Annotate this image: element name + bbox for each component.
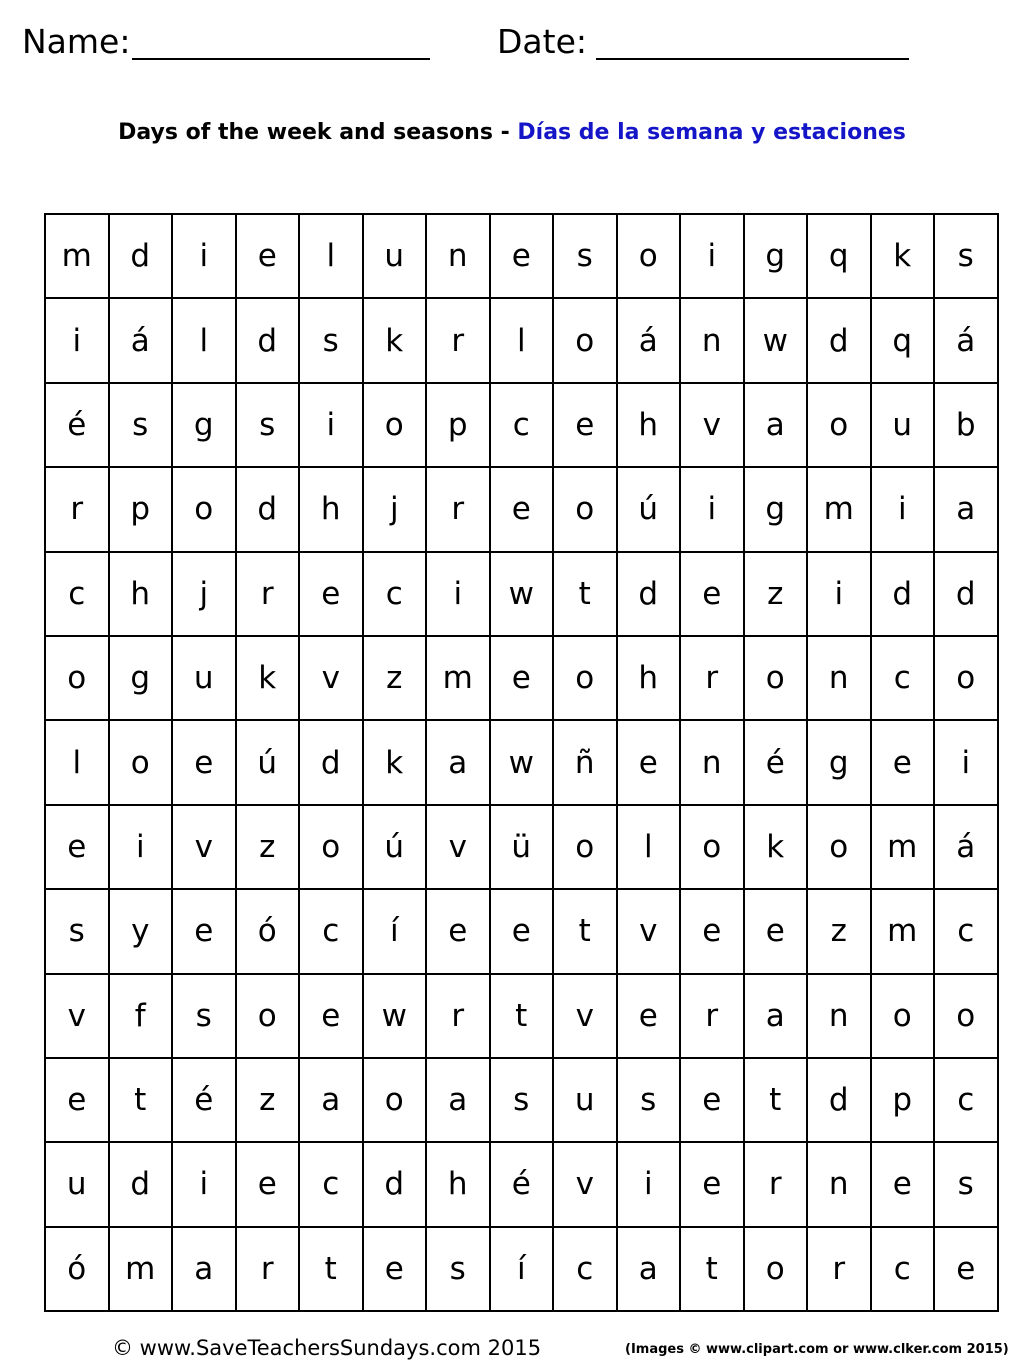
grid-cell[interactable]: o xyxy=(363,1058,427,1142)
grid-cell[interactable]: e xyxy=(45,805,109,889)
grid-cell[interactable]: í xyxy=(490,1227,554,1311)
grid-cell[interactable]: c xyxy=(934,1058,998,1142)
word-search-grid xyxy=(44,213,999,1312)
grid-cell[interactable]: s xyxy=(45,889,109,973)
grid-cell[interactable]: h xyxy=(299,467,363,551)
title-english: Days of the week and seasons - xyxy=(118,120,510,145)
grid-cell[interactable]: c xyxy=(871,1227,935,1311)
grid-cell[interactable]: v xyxy=(553,974,617,1058)
grid-row xyxy=(45,889,998,973)
grid-cell[interactable]: e xyxy=(553,383,617,467)
grid-cell[interactable]: o xyxy=(172,467,236,551)
grid-cell[interactable]: a xyxy=(744,974,808,1058)
grid-cell[interactable]: v xyxy=(426,805,490,889)
grid-cell[interactable]: u xyxy=(553,1058,617,1142)
grid-cell[interactable]: y xyxy=(109,889,173,973)
grid-cell[interactable]: v xyxy=(617,889,681,973)
grid-cell[interactable]: á xyxy=(934,805,998,889)
grid-cell[interactable]: h xyxy=(617,636,681,720)
grid-cell[interactable]: e xyxy=(299,974,363,1058)
copyright-footer: © www.SaveTeachersSundays.com 2015 xyxy=(112,1336,542,1360)
grid-cell[interactable]: m xyxy=(871,805,935,889)
grid-cell[interactable]: v xyxy=(680,383,744,467)
grid-cell[interactable]: o xyxy=(363,383,427,467)
grid-cell[interactable]: r xyxy=(236,1227,300,1311)
grid-cell[interactable]: o xyxy=(934,636,998,720)
grid-cell[interactable]: l xyxy=(45,720,109,804)
grid-cell[interactable]: c xyxy=(871,636,935,720)
grid-cell[interactable]: e xyxy=(490,467,554,551)
grid-cell[interactable]: d xyxy=(807,1058,871,1142)
grid-cell[interactable]: s xyxy=(299,298,363,382)
grid-cell[interactable]: h xyxy=(426,1142,490,1226)
grid-cell[interactable]: p xyxy=(109,467,173,551)
grid-row xyxy=(45,974,998,1058)
grid-cell[interactable]: d xyxy=(236,298,300,382)
grid-cell[interactable]: p xyxy=(871,1058,935,1142)
grid-cell[interactable]: a xyxy=(426,1058,490,1142)
grid-cell[interactable]: n xyxy=(680,298,744,382)
grid-cell[interactable]: t xyxy=(553,889,617,973)
grid-cell[interactable]: é xyxy=(45,383,109,467)
grid-cell[interactable]: o xyxy=(807,805,871,889)
grid-cell[interactable]: o xyxy=(807,383,871,467)
grid-cell[interactable]: e xyxy=(172,889,236,973)
grid-cell[interactable]: o xyxy=(934,974,998,1058)
grid-cell[interactable]: i xyxy=(172,1142,236,1226)
grid-cell[interactable]: i xyxy=(807,552,871,636)
grid-cell[interactable]: i xyxy=(299,383,363,467)
grid-cell[interactable]: o xyxy=(553,805,617,889)
grid-cell[interactable]: e xyxy=(934,1227,998,1311)
grid-row xyxy=(45,636,998,720)
grid-cell[interactable]: i xyxy=(680,214,744,298)
title-spanish: Días de la semana y estaciones xyxy=(517,120,906,145)
grid-cell[interactable]: ñ xyxy=(553,720,617,804)
grid-cell[interactable]: l xyxy=(299,214,363,298)
grid-cell[interactable]: m xyxy=(871,889,935,973)
grid-cell[interactable]: e xyxy=(617,974,681,1058)
grid-cell[interactable]: e xyxy=(617,720,681,804)
grid-cell[interactable]: c xyxy=(45,552,109,636)
grid-cell[interactable]: u xyxy=(871,383,935,467)
grid-cell[interactable]: t xyxy=(299,1227,363,1311)
grid-cell[interactable]: h xyxy=(109,552,173,636)
grid-cell[interactable]: e xyxy=(172,720,236,804)
grid-cell[interactable]: r xyxy=(807,1227,871,1311)
grid-cell[interactable]: v xyxy=(45,974,109,1058)
grid-cell[interactable]: s xyxy=(490,1058,554,1142)
grid-cell[interactable]: e xyxy=(680,889,744,973)
grid-cell[interactable]: m xyxy=(109,1227,173,1311)
grid-cell[interactable]: z xyxy=(363,636,427,720)
grid-cell[interactable]: k xyxy=(363,298,427,382)
grid-cell[interactable]: d xyxy=(109,1142,173,1226)
grid-cell[interactable]: a xyxy=(172,1227,236,1311)
grid-cell[interactable]: r xyxy=(45,467,109,551)
grid-cell[interactable]: o xyxy=(744,636,808,720)
grid-cell[interactable]: w xyxy=(363,974,427,1058)
grid-cell[interactable]: é xyxy=(490,1142,554,1226)
grid-cell[interactable]: b xyxy=(934,383,998,467)
grid-cell[interactable]: r xyxy=(236,552,300,636)
grid-cell[interactable]: é xyxy=(172,1058,236,1142)
grid-cell[interactable]: g xyxy=(109,636,173,720)
grid-cell[interactable]: i xyxy=(871,467,935,551)
grid-cell[interactable]: k xyxy=(744,805,808,889)
grid-cell[interactable]: e xyxy=(426,889,490,973)
grid-cell[interactable]: i xyxy=(172,214,236,298)
grid-cell[interactable]: a xyxy=(426,720,490,804)
grid-row xyxy=(45,552,998,636)
grid-cell[interactable]: k xyxy=(871,214,935,298)
grid-cell[interactable]: d xyxy=(109,214,173,298)
grid-cell[interactable]: m xyxy=(807,467,871,551)
grid-cell[interactable]: r xyxy=(680,636,744,720)
grid-cell[interactable]: d xyxy=(617,552,681,636)
grid-cell[interactable]: i xyxy=(680,467,744,551)
grid-cell[interactable]: g xyxy=(744,467,808,551)
grid-cell[interactable]: e xyxy=(45,1058,109,1142)
grid-cell[interactable]: s xyxy=(934,214,998,298)
grid-cell[interactable]: q xyxy=(871,298,935,382)
grid-cell[interactable]: o xyxy=(680,805,744,889)
grid-row xyxy=(45,805,998,889)
grid-cell[interactable]: z xyxy=(807,889,871,973)
grid-cell[interactable]: w xyxy=(490,720,554,804)
grid-cell[interactable]: s xyxy=(934,1142,998,1226)
grid-cell[interactable]: ü xyxy=(490,805,554,889)
grid-cell[interactable]: á xyxy=(934,298,998,382)
grid-cell[interactable]: m xyxy=(45,214,109,298)
grid-cell[interactable]: o xyxy=(617,214,681,298)
grid-cell[interactable]: s xyxy=(553,214,617,298)
grid-row xyxy=(45,1058,998,1142)
grid-row xyxy=(45,1142,998,1226)
grid-cell[interactable]: n xyxy=(807,1142,871,1226)
grid-cell[interactable]: v xyxy=(299,636,363,720)
grid-cell[interactable]: z xyxy=(236,1058,300,1142)
grid-cell[interactable]: r xyxy=(744,1142,808,1226)
grid-cell[interactable]: u xyxy=(45,1142,109,1226)
grid-cell[interactable]: d xyxy=(299,720,363,804)
grid-cell[interactable]: n xyxy=(807,636,871,720)
grid-cell[interactable]: l xyxy=(172,298,236,382)
grid-cell[interactable]: w xyxy=(744,298,808,382)
grid-cell[interactable]: e xyxy=(236,214,300,298)
grid-cell[interactable]: t xyxy=(680,1227,744,1311)
grid-cell[interactable]: e xyxy=(680,1142,744,1226)
grid-cell[interactable]: m xyxy=(426,636,490,720)
date-field-line[interactable] xyxy=(596,58,909,60)
grid-cell[interactable]: o xyxy=(871,974,935,1058)
grid-cell[interactable]: r xyxy=(426,467,490,551)
worksheet-title xyxy=(0,118,1024,148)
grid-cell[interactable]: r xyxy=(426,974,490,1058)
grid-cell[interactable]: e xyxy=(490,636,554,720)
image-credits: (Images © www.clipart.com or www.clker.com 2015) xyxy=(625,1342,1009,1357)
grid-cell[interactable]: o xyxy=(109,720,173,804)
grid-cell[interactable]: d xyxy=(934,552,998,636)
grid-cell[interactable]: ú xyxy=(617,467,681,551)
grid-cell[interactable]: c xyxy=(490,383,554,467)
grid-cell[interactable]: w xyxy=(490,552,554,636)
grid-cell[interactable]: s xyxy=(617,1058,681,1142)
grid-row xyxy=(45,1227,998,1311)
grid-cell[interactable]: o xyxy=(744,1227,808,1311)
grid-cell[interactable]: ó xyxy=(45,1227,109,1311)
grid-cell[interactable]: é xyxy=(744,720,808,804)
grid-cell[interactable]: r xyxy=(680,974,744,1058)
grid-cell[interactable]: u xyxy=(363,214,427,298)
grid-cell[interactable]: d xyxy=(363,1142,427,1226)
grid-cell[interactable]: a xyxy=(299,1058,363,1142)
grid-cell[interactable]: e xyxy=(871,720,935,804)
grid-row xyxy=(45,720,998,804)
grid-cell[interactable]: o xyxy=(236,974,300,1058)
grid-cell[interactable]: j xyxy=(172,552,236,636)
grid-cell[interactable]: d xyxy=(236,467,300,551)
grid-cell[interactable]: o xyxy=(299,805,363,889)
grid-cell[interactable]: o xyxy=(45,636,109,720)
grid-cell[interactable]: d xyxy=(807,298,871,382)
grid-cell[interactable]: á xyxy=(617,298,681,382)
grid-cell[interactable]: o xyxy=(553,298,617,382)
grid-cell[interactable]: i xyxy=(45,298,109,382)
grid-cell[interactable]: z xyxy=(236,805,300,889)
grid-cell[interactable]: t xyxy=(744,1058,808,1142)
grid-cell[interactable]: h xyxy=(617,383,681,467)
grid-cell[interactable]: l xyxy=(617,805,681,889)
grid-cell[interactable]: l xyxy=(490,298,554,382)
grid-cell[interactable]: ú xyxy=(363,805,427,889)
grid-cell[interactable]: i xyxy=(617,1142,681,1226)
grid-cell[interactable]: c xyxy=(299,889,363,973)
grid-cell[interactable]: e xyxy=(236,1142,300,1226)
grid-cell[interactable]: k xyxy=(236,636,300,720)
grid-cell[interactable]: e xyxy=(680,1058,744,1142)
grid-cell[interactable]: s xyxy=(172,974,236,1058)
grid-cell[interactable]: a xyxy=(617,1227,681,1311)
grid-cell[interactable]: e xyxy=(490,889,554,973)
name-field-line[interactable] xyxy=(132,58,430,60)
grid-cell[interactable]: a xyxy=(744,383,808,467)
grid-cell[interactable]: s xyxy=(236,383,300,467)
grid-cell[interactable]: n xyxy=(426,214,490,298)
grid-cell[interactable]: c xyxy=(553,1227,617,1311)
grid-cell[interactable]: t xyxy=(490,974,554,1058)
grid-cell[interactable]: o xyxy=(553,636,617,720)
grid-cell[interactable]: t xyxy=(109,1058,173,1142)
grid-cell[interactable]: c xyxy=(299,1142,363,1226)
grid-cell[interactable]: n xyxy=(807,974,871,1058)
grid-cell[interactable]: a xyxy=(934,467,998,551)
grid-row xyxy=(45,383,998,467)
grid-cell[interactable]: g xyxy=(807,720,871,804)
grid-cell[interactable]: i xyxy=(426,552,490,636)
grid-cell[interactable]: c xyxy=(934,889,998,973)
grid-cell[interactable]: s xyxy=(426,1227,490,1311)
grid-cell[interactable]: n xyxy=(680,720,744,804)
grid-row xyxy=(45,214,998,298)
grid-cell[interactable]: á xyxy=(109,298,173,382)
grid-cell[interactable]: t xyxy=(553,552,617,636)
grid-cell[interactable]: ó xyxy=(236,889,300,973)
grid-cell[interactable]: f xyxy=(109,974,173,1058)
grid-cell[interactable]: d xyxy=(871,552,935,636)
date-label: Date: xyxy=(497,22,587,61)
grid-cell[interactable]: q xyxy=(807,214,871,298)
grid-cell[interactable]: e xyxy=(299,552,363,636)
grid-cell[interactable]: r xyxy=(426,298,490,382)
grid-cell[interactable]: s xyxy=(109,383,173,467)
grid-cell[interactable]: g xyxy=(744,214,808,298)
grid-cell[interactable]: e xyxy=(363,1227,427,1311)
grid-cell[interactable]: e xyxy=(490,214,554,298)
grid-cell[interactable]: í xyxy=(363,889,427,973)
grid-cell[interactable]: v xyxy=(172,805,236,889)
grid-cell[interactable]: j xyxy=(363,467,427,551)
grid-cell[interactable]: e xyxy=(871,1142,935,1226)
grid-cell[interactable]: i xyxy=(934,720,998,804)
grid-cell[interactable]: u xyxy=(172,636,236,720)
grid-cell[interactable]: g xyxy=(172,383,236,467)
grid-row xyxy=(45,467,998,551)
grid-cell[interactable]: o xyxy=(553,467,617,551)
grid-cell[interactable]: e xyxy=(744,889,808,973)
grid-cell[interactable]: c xyxy=(363,552,427,636)
name-label: Name: xyxy=(22,22,131,61)
grid-cell[interactable]: z xyxy=(744,552,808,636)
grid-cell[interactable]: ú xyxy=(236,720,300,804)
grid-cell[interactable]: v xyxy=(553,1142,617,1226)
grid-cell[interactable]: p xyxy=(426,383,490,467)
grid-cell[interactable]: e xyxy=(680,552,744,636)
grid-cell[interactable]: k xyxy=(363,720,427,804)
grid-row xyxy=(45,298,998,382)
grid-cell[interactable]: i xyxy=(109,805,173,889)
